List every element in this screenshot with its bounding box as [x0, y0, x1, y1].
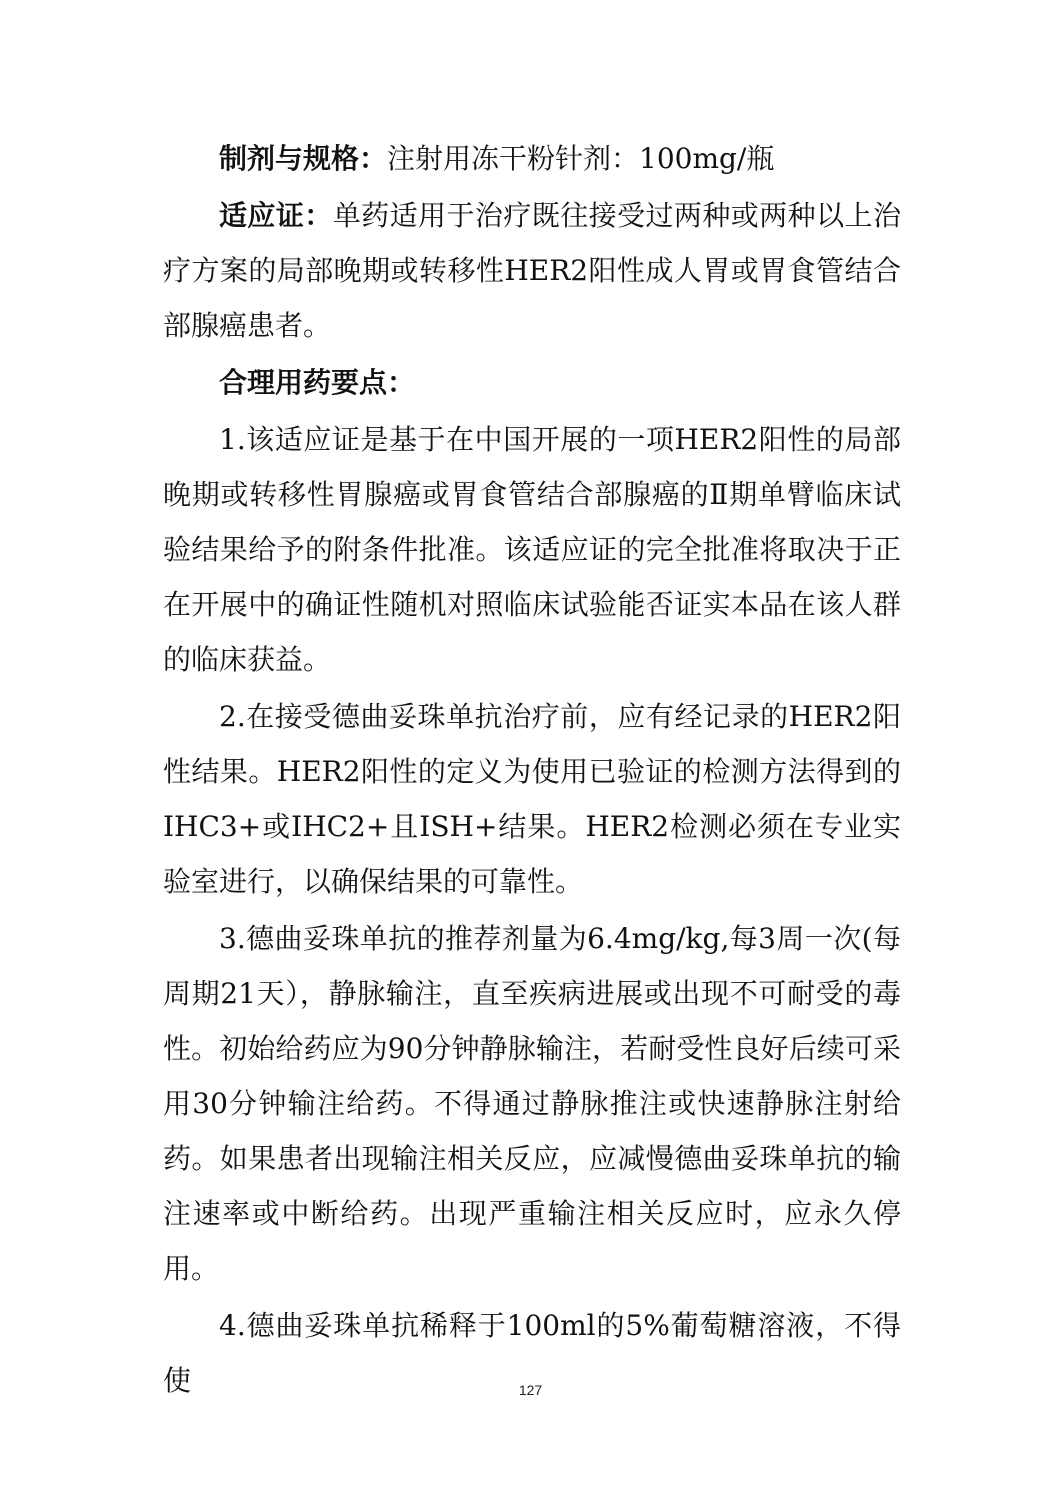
key-points-heading — [163, 355, 901, 410]
indication-label: 适应证： — [219, 199, 333, 232]
page-number: 127 — [518, 1382, 543, 1398]
spec-label: 制剂与规格： — [219, 142, 388, 175]
indication-paragraph — [163, 188, 901, 353]
document-body — [163, 131, 901, 1410]
point-paragraph-2: 2.在接受德曲妥珠单抗治疗前，应有经记录的HER2阳性结果。HER2阳性的定义为使用已验证的检测方法得到的IHC3+或IHC2+且ISH+结果。HER2检测必须在专业实验室进行，以确保结果的可靠性。 — [163, 700, 901, 898]
spec-paragraph — [163, 131, 901, 186]
spec-text: 注射用冻干粉针剂：100mg/瓶 — [387, 142, 775, 175]
indication-text: 单药适用于治疗既往接受过两种或两种以上治疗方案的局部晚期或转移性HER2阳性成人胃或胃食管结合部腺癌患者。 — [163, 199, 901, 342]
key-points-label: 合理用药要点： — [219, 366, 416, 399]
point-paragraph-4: 4.德曲妥珠单抗稀释于100ml的5%葡萄糖溶液，不得使 — [163, 1309, 901, 1397]
point-paragraph-1: 1.该适应证是基于在中国开展的一项HER2阳性的局部晚期或转移性胃腺癌或胃食管结合部腺癌的Ⅱ期单臂临床试验结果给予的附条件批准。该适应证的完全批准将取决于正在开展中的确证性随机对照临床试验能否证实本品在该人群的临床获益。 — [163, 423, 901, 676]
point-paragraph-3: 3.德曲妥珠单抗的推荐剂量为6.4mg/kg,每3周一次(每周期21天），静脉输注，直至疾病进展或出现不可耐受的毒性。初始给药应为90分钟静脉输注，若耐受性良好后续可采用30分钟输注给药。不得通过静脉推注或快速静脉注射给药。如果患者出现输注相关反应，应减慢德曲妥珠单抗的输注速率或中断给药。出现严重输注相关反应时，应永久停用。 — [163, 922, 901, 1285]
